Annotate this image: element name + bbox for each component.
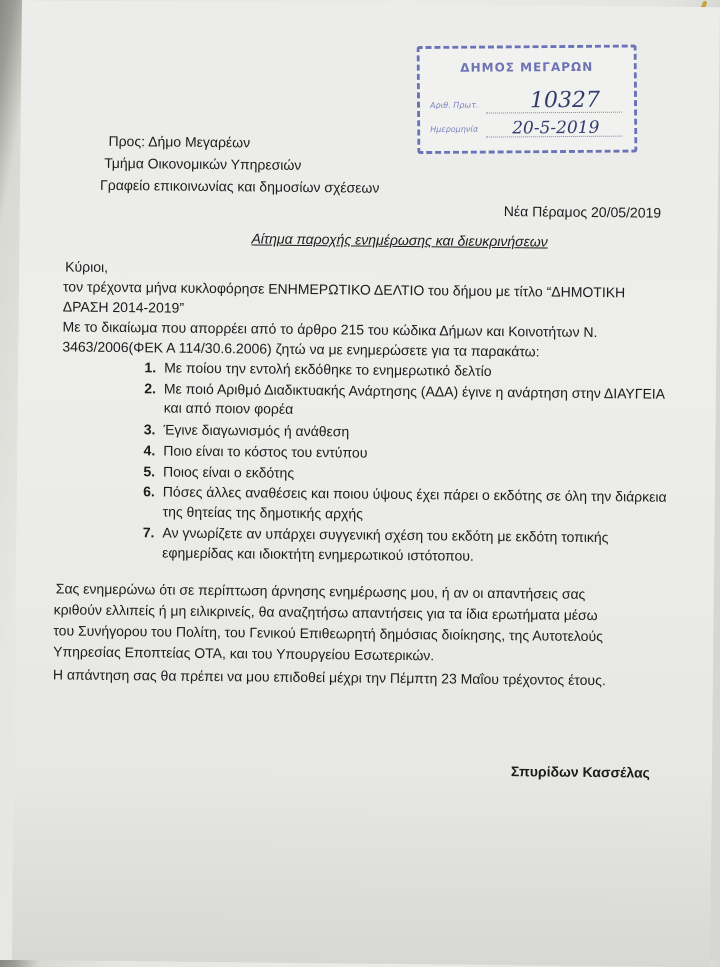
question-text: εφημερίδας και ιδιοκτήτη ενημερωτικού ιστότοπου. bbox=[162, 544, 474, 564]
signature-name: Σπυρίδων Κασσέλας bbox=[510, 763, 650, 781]
closing-line-5: Η απάντηση σας θα πρέπει να μου επιδοθεί μέχρι την Πέμπτη 23 Μαΐου τρέχοντος έτους. bbox=[52, 666, 606, 689]
closing-line-4: Υπηρεσίας Εποπτείας ΟΤΑ, και του Υπουργείου Εσωτερικών. bbox=[53, 643, 435, 664]
letter-page bbox=[12, 0, 720, 967]
question-number: 7. bbox=[142, 524, 155, 541]
question-text: και από ποιον φορέα bbox=[163, 399, 294, 417]
question-text: Με ποιό Αριθμό Διαδικτυακής Ανάρτησης (ΑΔΑ) έγινε η ανάρτηση στην ΔΙΑΥΓΕΙΑ bbox=[163, 380, 666, 402]
question-text: Πόσες άλλες αναθέσεις και ποιου ύψους έχει πάρει ο εκδότης σε όλη την διάρκεια bbox=[162, 483, 667, 505]
question-text: Έγινε διαγωνισμός ή ανάθεση bbox=[163, 421, 350, 440]
closing-line-3: του Συνήγορου του Πολίτη, του Γενικού Επιθεωρητή δημόσιας διοίκησης, της Αυτοτελούς bbox=[53, 622, 604, 645]
question-number: 6. bbox=[143, 483, 155, 500]
stamp-date-label: Ημερομηνία bbox=[430, 124, 479, 134]
closing-line-2: κριθούν ελλιπείς ή μη ειλικρινείς, θα αναζητήσω απαντήσεις για τα ίδια ερωτήματα μέσω bbox=[53, 601, 598, 624]
intro-line-1: τον τρέχοντα μήνα κυκλοφόρησε ΕΝΗΜΕΡΩΤΙΚΟ ΔΕΛΤΙΟ του δήμου με τίτλο “ΔΗΜΟΤΙΚΗ bbox=[62, 278, 626, 301]
question-text: της θητείας της δημοτικής αρχής bbox=[162, 503, 364, 522]
greeting: Κύριοι, bbox=[65, 258, 109, 275]
stamp-protocol-number: 10327 bbox=[529, 87, 601, 114]
question-number: 5. bbox=[143, 463, 156, 480]
intro-line-3: Με το δικαίωμα που απορρέει από το άρθρο 215 του κώδικα Δήμων και Κοινοτήτων Ν. bbox=[62, 318, 598, 341]
closing-line-1: Σας ενημερώνω ότι σε περίπτωση άρνησης ενημέρωσης μου, ή αν οι απαντήσεις σας bbox=[55, 580, 586, 602]
question-number: 1. bbox=[144, 359, 157, 376]
stamp-title: ΔΗΜΟΣ ΜΕΓΑΡΩΝ bbox=[460, 59, 594, 75]
question-text: Αν γνωρίζετε αν υπάρχει συγγενική σχέση του εκδότη με εκδότη τοπικής bbox=[162, 524, 609, 546]
place-date: Νέα Πέραμος 20/05/2019 bbox=[503, 203, 662, 221]
intro-line-4: 3463/2006(ΦΕΚ Α 114/30.6.2006) ζητώ να με ενημερώσετε για τα παρακάτω: bbox=[62, 338, 540, 360]
question-number: 3. bbox=[143, 421, 156, 438]
recipient-line-1: Προς: Δήμο Μεγαρέων bbox=[108, 132, 251, 151]
question-text: Με ποίου την εντολή εκδόθηκε το ενημερωτικό δελτίο bbox=[164, 359, 492, 379]
intro-line-2: ΔΡΑΣΗ 2014-2019” bbox=[62, 298, 185, 316]
recipient-line-3: Γραφείο επικοινωνίας και δημοσίων σχέσεων bbox=[99, 176, 380, 196]
question-number: 2. bbox=[144, 380, 157, 397]
question-text: Ποιο είναι το κόστος του εντύπου bbox=[163, 442, 368, 461]
protocol-stamp bbox=[417, 45, 638, 155]
recipient-line-2: Τμήμα Οικονομικών Υπηρεσιών bbox=[104, 154, 302, 173]
stamp-protocol-label: Αριθ. Πρωτ. bbox=[429, 100, 479, 110]
question-number: 4. bbox=[143, 442, 156, 459]
subject-title: Αίτημα παροχής ενημέρωσης και διευκρινήσεων bbox=[251, 230, 548, 250]
stamp-date-value: 20-5-2019 bbox=[512, 117, 600, 139]
question-text: Ποιος είναι ο εκδότης bbox=[162, 463, 295, 481]
